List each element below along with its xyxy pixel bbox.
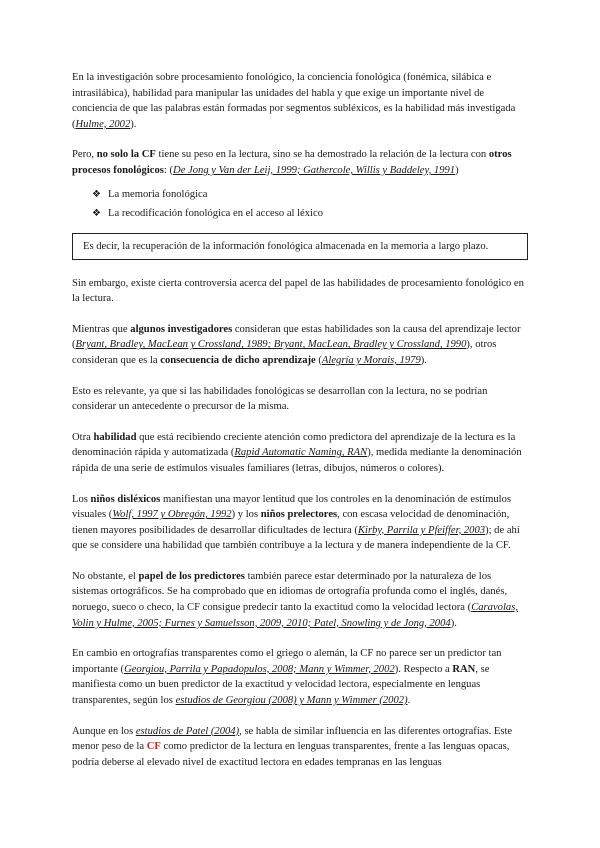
paragraph-transparent: En cambio en ortografías transparentes como el griego o alemán, la CF no parece ser un predictor tan importante (Georgiou, Parrila y Papadopulos, 2008; Mann y Wimmer, 2002). Respecto a RAN, se manifiesta como un buen predictor de la exactitud y velocidad lectora, especialmente en lenguas transparentes, según los estudios de Georgiou (2008) y Mann y Wimmer (2002).	[72, 648, 502, 707]
citation-link[interactable]: Hulme, 2002	[75, 118, 131, 130]
citation-link[interactable]: Georgiou, Parrila y Papadopulos, 2008; Mann y Wimmer, 2002	[124, 663, 395, 675]
citation-link[interactable]: Caravolas, Volin y Hulme, 2005; Furnes y Samuelsson, 2009, 2010; Patel, Snowling y de Jong, 2004	[72, 602, 518, 629]
paragraph-controversy: Sin embargo, existe cierta controversia acerca del papel de las habilidades de procesamiento fonológico en la lectura.	[72, 277, 524, 305]
paragraph-relevance: Esto es relevante, ya que si las habilidades fonológicas se desarrollan con la lectura, no se podrían considerar un antecedente o precursor de la misma.	[72, 385, 488, 413]
paragraph-patel: Aunque en los estudios de Patel (2004), se habla de similar influencia en las diferentes ortografías. Este menor peso de la CF como predictor de la lectura en lenguas transparentes, frente a las lenguas opacas, podría deberse al elevado nivel de exactitud lectora en edades tempranas en las lenguas	[72, 725, 513, 768]
diamond-bullet-icon: ❖	[92, 207, 101, 219]
citation-link[interactable]: Kirby, Parrila y Pfeiffer, 2003	[357, 524, 486, 536]
list-item: ❖ La memoria fonológica	[92, 185, 528, 204]
list-item: ❖ La recodificación fonológica en el acceso al léxico	[92, 204, 528, 223]
paragraph-cf-intro: En la investigación sobre procesamiento fonológico, la conciencia fonológica (fonémica, silábica e intrasilábica), habilidad para manipular las unidades del habla y que exige un importante nivel de conciencia de que las palabras están formadas por segmentos subléxicos, es la habilidad más investigada (Hulme, 2002).	[72, 72, 516, 130]
highlighted-term: CF	[146, 741, 161, 753]
paragraph-researchers: Mientras que algunos investigadores consideran que estas habilidades son la causa del aprendizaje lector (Bryant, Bradley, MacLean y Crossland, 1989; Bryant, MacLean, Bradley y Crossland, 1990), otros consideran que es la consecuencia de dicho aprendizaje (Alegría y Morais, 1979).	[72, 323, 521, 366]
citation-link[interactable]: Rapid Automatic Naming, RAN	[234, 447, 368, 459]
paragraph-other-processes: Pero, no solo la CF tiene su peso en la lectura, sino se ha demostrado la relación de la lectura con otros procesos fonológicos: (De Jong y Van der Leij, 1999; Gathercole, Willis y Baddeley, 1991)	[72, 149, 512, 176]
citation-link[interactable]: estudios de Georgiou (2008) y Mann y Wimmer (2002)	[175, 695, 408, 707]
citation-link[interactable]: De Jong y Van der Leij, 1999; Gathercole, Willis y Baddeley, 1991	[173, 164, 456, 176]
boxed-note: Es decir, la recuperación de la información fonológica almacenada en la memoria a largo plazo.	[72, 233, 528, 260]
citation-link[interactable]: estudios de Patel (2004)	[135, 725, 240, 737]
paragraph-dyslexic: Los niños disléxicos manifiestan una mayor lentitud que los controles en la denominación de estímulos visuales (Wolf, 1997 y Obregón, 1992) y los niños prelectores, con escasa velocidad de denominación, tienen mayores posibilidades de desarrollar dificultades de lectura (Kirby, Parrila y Pfeiffer, 2003); de ahí que se considere una habilidad que también contribuye a la lectura y de manera independiente de la CF.	[72, 493, 520, 552]
citation-link[interactable]: Alegría y Morais, 1979	[321, 354, 421, 366]
citation-link[interactable]: Bryant, Bradley, MacLean y Crossland, 1989; Bryant, MacLean, Bradley y Crossland, 1990	[75, 339, 467, 351]
diamond-bullet-icon: ❖	[92, 188, 101, 200]
bullet-list	[72, 185, 528, 223]
paragraph-ran: Otra habilidad que está recibiendo creciente atención como predictora del aprendizaje de la lectura es la denominación rápida y automatizada (Rapid Automatic Naming, RAN), medida mediante la denominación rápida de una serie de estímulos visuales familiares (letras, dibujos, números o colores).	[72, 431, 522, 474]
paragraph-orthography: No obstante, el papel de los predictores también parece estar determinado por la naturaleza de los sistemas ortográficos. Se ha comprobado que en idiomas de ortografía profunda como el inglés, danés, noruego, sueco o checo, la CF consigue predecir tanto la exactitud como la velocidad lectora (Caravolas, Volin y Hulme, 2005; Furnes y Samuelsson, 2009, 2010; Patel, Snowling y de Jong, 2004).	[72, 570, 518, 629]
citation-link[interactable]: Wolf, 1997 y Obregón, 1992	[112, 509, 232, 521]
